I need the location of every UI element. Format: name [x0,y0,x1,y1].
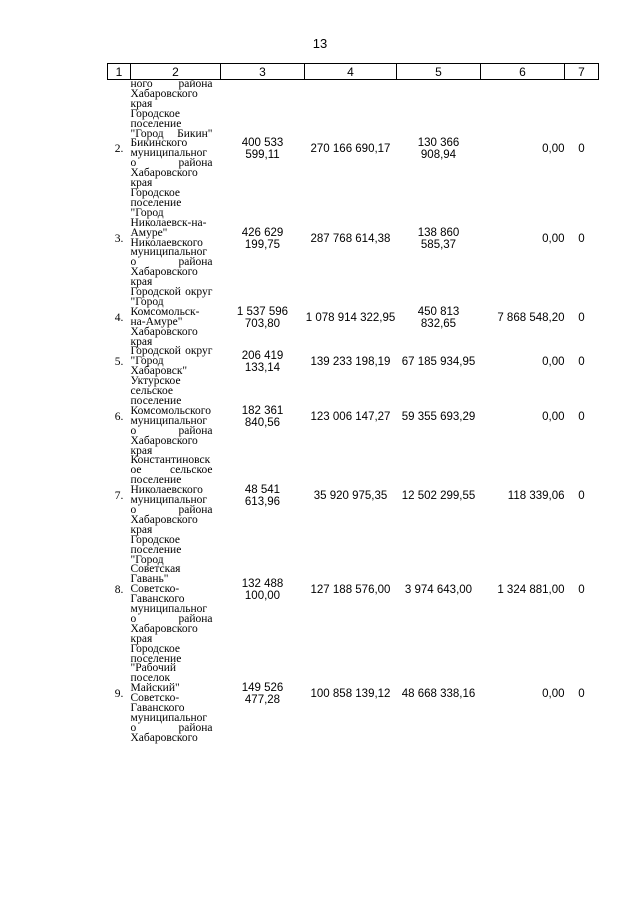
value-col-4: 270 166 690,17 [310,143,391,156]
column-header-3: 3 [221,64,305,80]
value-col-7: 0 [578,490,585,503]
value-col-6: 7 868 548,20 [497,311,565,324]
value-col-3: 206 419 133,14 [241,350,284,375]
value-col-6: 0,00 [542,232,565,245]
value-col-7: 0 [578,232,585,245]
page-number: 13 [312,36,328,51]
row-number: 5. [114,356,124,369]
value-col-3: 182 361 840,56 [241,404,284,429]
row-number: 8. [114,584,124,597]
table-row [108,645,599,744]
table-row [108,189,599,288]
column-header-5: 5 [397,64,481,80]
value-col-7: 0 [578,584,585,597]
value-col-5: 3 974 643,00 [404,584,473,597]
value-col-5: 130 366 908,94 [417,137,460,162]
value-col-5: 138 860 585,37 [417,226,460,251]
table-row [108,110,599,189]
municipality-name: Уктурское сельское поселение Комсомольского муниципального района Хабаровского края [130,375,213,457]
row-number: 2. [114,143,124,156]
row-number: 3. [114,232,124,245]
value-col-6: 0,00 [542,688,565,701]
value-col-7: 0 [578,410,585,423]
value-col-4: 287 768 614,38 [310,232,391,245]
value-col-6: 118 339,06 [507,490,565,503]
table-row [108,377,599,456]
value-col-4: 1 078 914 322,95 [305,311,396,324]
value-col-3: 149 526 477,28 [241,682,284,707]
row-number [108,80,131,110]
table-row [108,80,599,110]
value-col-5: 12 502 299,55 [401,490,476,503]
value-col-4: 127 188 576,00 [310,584,391,597]
value-col-3: 1 537 596 703,80 [236,305,289,330]
row-number: 6. [114,410,124,423]
value-col-6: 1 324 881,00 [497,584,565,597]
municipality-name: Городской округ "Город Комсомольск-на-Амуре" Хабаровского края [130,286,213,348]
value-col-7: 0 [578,688,585,701]
row-number: 7. [114,490,124,503]
value-col-4: 35 920 975,35 [313,490,388,503]
column-header-7: 7 [565,64,599,80]
municipality-name: Городское поселение "Город Бикин" Бикинского муниципального района Хабаровского края [130,107,213,190]
value-col-3: 48 541 613,96 [244,484,281,509]
column-header-4: 4 [305,64,397,80]
value-col-6: 0,00 [542,143,565,156]
value-col-7: 0 [578,356,585,369]
table-row [108,347,599,377]
value-col-7: 0 [578,143,585,156]
value-col-3: 132 488 100,00 [241,578,284,603]
distribution-table [107,63,599,744]
value-col-6 [481,80,565,110]
table-row [108,456,599,535]
value-col-7 [565,80,599,110]
column-header-1: 1 [108,64,131,80]
row-number: 4. [114,311,124,324]
municipality-name: Городской округ "Город Хабаровск" [130,345,213,378]
value-col-6: 0,00 [542,410,565,423]
value-col-3: 400 533 599,11 [241,137,284,162]
municipality-name: Городское поселение "Город Николаевск-на-Амуре" Николаевского муниципального района Хабаровского края [130,186,213,289]
value-col-3: 426 629 199,75 [241,226,284,251]
value-col-6: 0,00 [542,356,565,369]
municipality-name: Городское поселение "Рабочий поселок Майский" Советско-Гаванского муниципального района Хабаровского [130,642,213,744]
municipality-name: ного района Хабаровского края [130,78,213,110]
table-row [108,288,599,347]
value-col-4: 100 858 139,12 [310,688,391,701]
value-col-5: 450 813 832,65 [417,305,460,330]
value-col-5: 67 185 934,95 [401,356,476,369]
municipality-name: Константиновское сельское поселение Николаевского муниципального района Хабаровского края [130,454,213,536]
value-col-7: 0 [578,311,585,324]
value-col-4: 139 233 198,19 [310,356,391,369]
table-row [108,536,599,645]
value-col-5: 48 668 338,16 [401,688,476,701]
column-header-6: 6 [481,64,565,80]
column-header-2: 2 [131,64,221,80]
value-col-5: 59 355 693,29 [401,410,476,423]
value-col-4: 123 006 147,27 [310,410,391,423]
municipality-name: Городское поселение "Город Советская Гавань" Советско-Гаванского муниципального района Хабаровского края [130,533,213,645]
row-number: 9. [114,688,124,701]
